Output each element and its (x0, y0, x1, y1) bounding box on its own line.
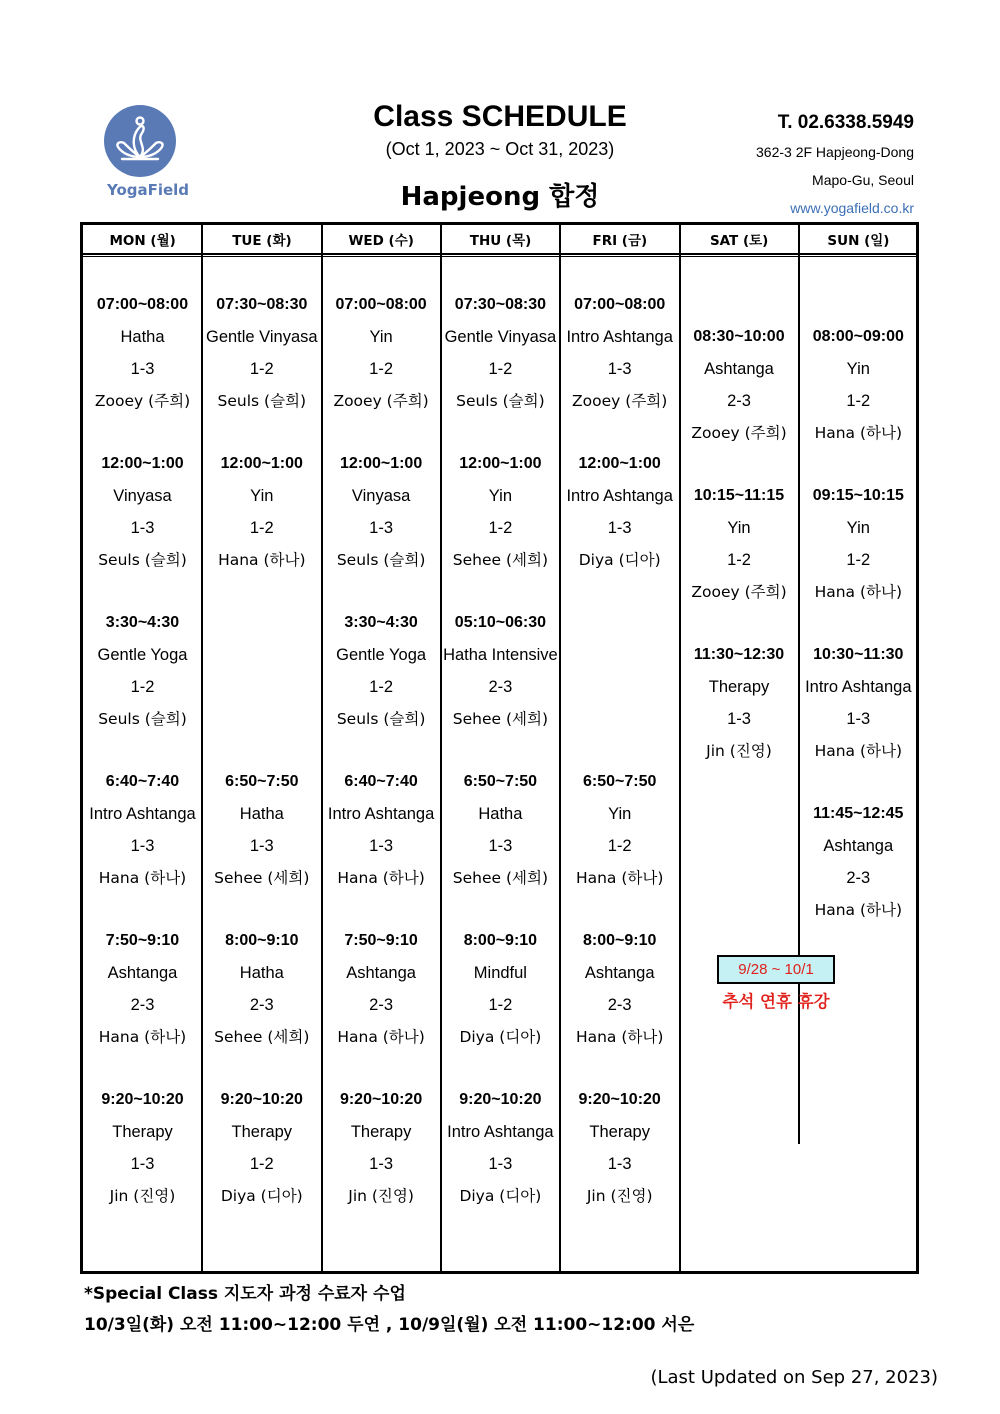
class-time: 11:45~12:45 (813, 805, 904, 822)
class-level: 1-3 (369, 837, 394, 855)
class-instructor: Seuls (슬희) (98, 551, 187, 569)
class-instructor: Sehee (세희) (452, 710, 549, 728)
class-class: Hatha (239, 805, 284, 823)
class-class: Yin (488, 487, 513, 505)
class-slot (799, 639, 918, 767)
class-instructor: Hana (하나) (814, 901, 903, 919)
class-time: 8:00~9:10 (463, 932, 538, 949)
class-level: 1-2 (846, 392, 871, 410)
class-instructor: Diya (디아) (459, 1028, 542, 1046)
class-instructor: Sehee (세희) (452, 551, 549, 569)
class-slot (441, 289, 560, 417)
class-class: Yin (250, 487, 274, 505)
class-instructor: Hana (하나) (575, 1028, 664, 1046)
class-time: 3:30~4:30 (105, 614, 180, 631)
class-slot (83, 766, 202, 894)
class-time: 8:00~9:10 (582, 932, 657, 949)
class-level: 1-3 (607, 360, 632, 378)
class-level: 1-2 (607, 837, 632, 855)
class-time: 9:20~10:20 (101, 1091, 184, 1108)
class-class: Intro Ashtanga (447, 1123, 554, 1141)
class-level: 2-3 (369, 996, 394, 1014)
class-slot (560, 448, 679, 576)
header-divider-inner (83, 256, 916, 257)
class-level: 1-3 (130, 1155, 155, 1173)
class-class: Therapy (589, 1123, 650, 1141)
class-time: 07:00~08:00 (335, 296, 427, 313)
class-class: Intro Ashtanga (566, 487, 673, 505)
class-level: 2-3 (846, 869, 871, 887)
class-level: 1-2 (249, 360, 274, 378)
class-slot (322, 607, 441, 735)
yogafield-logo (100, 97, 196, 209)
class-instructor: Hana (하나) (218, 551, 306, 569)
class-class: Intro Ashtanga (89, 805, 196, 823)
class-time: 6:50~7:50 (463, 773, 538, 790)
class-instructor: Hana (하나) (98, 1028, 187, 1046)
class-instructor: Jin (진영) (348, 1187, 414, 1205)
class-level: 1-3 (130, 519, 155, 537)
class-level: 1-2 (727, 551, 751, 569)
class-slot (441, 925, 560, 1053)
class-slot (322, 925, 441, 1053)
class-level: 1-2 (249, 1155, 274, 1173)
class-class: Yin (846, 360, 870, 378)
class-class: Gentle Yoga (97, 646, 188, 664)
class-class: Gentle Vinyasa (205, 328, 318, 346)
class-slot (83, 448, 202, 576)
class-level: 1-3 (607, 1155, 632, 1173)
class-class: Yin (369, 328, 393, 346)
class-level: 2-3 (249, 996, 274, 1014)
class-class: Therapy (112, 1123, 173, 1141)
class-slot (441, 607, 560, 735)
class-time: 08:30~10:00 (693, 328, 785, 345)
class-level: 1-3 (369, 1155, 394, 1173)
class-slot (799, 321, 918, 449)
class-instructor: Sehee (세희) (214, 869, 310, 887)
class-slot (322, 766, 441, 894)
class-instructor: Zooey (주희) (572, 392, 668, 410)
class-class: Hatha (478, 805, 523, 823)
class-slot (560, 289, 679, 417)
header-divider (83, 253, 916, 255)
phone-number: T. 02.6338.5949 (777, 112, 914, 133)
page-title: Class SCHEDULE (373, 100, 627, 133)
class-instructor: Sehee (세희) (214, 1028, 310, 1046)
class-time: 07:00~08:00 (574, 296, 666, 313)
class-instructor: Hana (하나) (337, 869, 425, 887)
class-time: 9:20~10:20 (459, 1091, 542, 1108)
class-slot (799, 480, 918, 608)
class-instructor: Seuls (슬희) (336, 551, 426, 569)
website-link[interactable]: www.yogafield.co.kr (790, 200, 914, 216)
last-updated: (Last Updated on Sep 27, 2023) (650, 1367, 938, 1388)
class-level: 2-3 (727, 392, 751, 410)
class-slot (441, 766, 560, 894)
class-level: 1-2 (846, 551, 871, 569)
class-time: 10:30~11:30 (813, 646, 904, 663)
class-time: 6:50~7:50 (582, 773, 657, 790)
class-class: Hatha (239, 964, 284, 982)
class-level: 2-3 (130, 996, 155, 1014)
class-slot (322, 448, 441, 576)
class-level: 1-2 (488, 360, 513, 378)
class-class: Yin (846, 519, 870, 537)
class-time: 12:00~1:00 (578, 455, 661, 472)
class-instructor: Zooey (주희) (691, 424, 787, 442)
class-slot (202, 1084, 321, 1212)
class-instructor: Hana (하나) (814, 583, 903, 601)
class-instructor: Zooey (주희) (333, 392, 429, 410)
class-time: 7:50~9:10 (344, 932, 418, 949)
class-time: 9:20~10:20 (578, 1091, 661, 1108)
class-class: Ashtanga (107, 964, 178, 982)
class-time: 05:10~06:30 (454, 614, 546, 631)
class-time: 11:30~12:30 (693, 646, 785, 663)
class-level: 1-3 (130, 837, 155, 855)
class-class: Hatha Intensive (443, 646, 558, 664)
class-level: 1-2 (488, 996, 513, 1014)
schedule-period: (Oct 1, 2023 ~ Oct 31, 2023) (385, 139, 615, 159)
day-header: MON (월) (109, 233, 176, 249)
class-instructor: Hana (하나) (814, 424, 903, 442)
class-slot (322, 289, 441, 417)
class-slot (560, 1084, 679, 1212)
day-header: SAT (토) (709, 233, 769, 249)
class-slot (680, 321, 799, 449)
class-level: 1-3 (369, 519, 394, 537)
class-class: Gentle Yoga (336, 646, 427, 664)
class-level: 1-3 (488, 1155, 513, 1173)
class-level: 1-2 (130, 678, 155, 696)
class-level: 2-3 (607, 996, 632, 1014)
class-class: Intro Ashtanga (805, 678, 912, 696)
day-header: SUN (일) (827, 233, 890, 249)
class-level: 1-2 (488, 519, 513, 537)
class-instructor: Zooey (주희) (691, 583, 787, 601)
class-time: 6:40~7:40 (344, 773, 418, 790)
class-level: 1-2 (369, 678, 394, 696)
class-instructor: Jin (진영) (586, 1187, 653, 1205)
class-class: Hatha (120, 328, 165, 346)
class-time: 9:20~10:20 (339, 1091, 423, 1108)
holiday-dates-badge: 9/28 ~ 10/1 (717, 955, 835, 984)
class-time: 07:30~08:30 (216, 296, 308, 313)
class-level: 1-3 (249, 837, 274, 855)
logo-text: YogaField (106, 181, 190, 199)
class-slot (202, 925, 321, 1053)
day-header: WED (수) (348, 233, 414, 249)
class-slot (560, 925, 679, 1053)
class-class: Yin (727, 519, 751, 537)
day-header: FRI (금) (592, 233, 648, 249)
address-line-1: 362-3 2F Hapjeong-Dong (756, 144, 914, 160)
class-instructor: Jin (진영) (706, 742, 772, 760)
class-level: 1-3 (607, 519, 632, 537)
class-time: 8:00~9:10 (225, 932, 299, 949)
class-time: 08:00~09:00 (812, 328, 904, 345)
class-level: 1-3 (727, 710, 751, 728)
class-instructor: Hana (하나) (814, 742, 903, 760)
class-class: Gentle Vinyasa (444, 328, 557, 346)
class-instructor: Diya (디아) (459, 1187, 542, 1205)
class-slot (83, 1084, 202, 1212)
day-header: THU (목) (469, 233, 532, 249)
class-time: 09:15~10:15 (812, 487, 904, 504)
special-class-note: *Special Class 지도자 과정 수료자 수업 (84, 1284, 406, 1304)
class-class: Therapy (708, 678, 770, 696)
class-class: Ashtanga (584, 964, 655, 982)
class-class: Yin (608, 805, 632, 823)
lotus-icon (100, 97, 196, 181)
class-level: 1-3 (846, 710, 871, 728)
class-time: 12:00~1:00 (220, 455, 303, 472)
class-class: Ashtanga (704, 360, 774, 378)
class-instructor: Jin (진영) (109, 1187, 176, 1205)
special-class-dates: 10/3일(화) 오전 11:00~12:00 두연 , 10/9일(월) 오전 11:00~12:00 서은 (84, 1315, 695, 1335)
class-slot (322, 1084, 441, 1212)
class-instructor: Diya (디아) (220, 1187, 303, 1205)
address-line-2: Mapo-Gu, Seoul (812, 172, 914, 188)
class-slot (83, 289, 202, 417)
class-slot (680, 480, 799, 608)
class-time: 07:30~08:30 (454, 296, 546, 313)
schedule-table (80, 222, 919, 1274)
class-class: Therapy (231, 1123, 293, 1141)
class-time: 7:50~9:10 (105, 932, 180, 949)
class-class: Mindful (473, 964, 527, 982)
class-level: 1-3 (130, 360, 155, 378)
class-class: Ashtanga (823, 837, 894, 855)
class-slot (202, 289, 321, 417)
class-time: 6:50~7:50 (225, 773, 299, 790)
class-time: 12:00~1:00 (459, 455, 542, 472)
class-instructor: Zooey (주희) (94, 392, 191, 410)
class-time: 07:00~08:00 (96, 296, 189, 313)
class-instructor: Hana (하나) (337, 1028, 425, 1046)
class-level: 1-3 (488, 837, 513, 855)
class-slot (680, 639, 799, 767)
location-name: Hapjeong 합정 (400, 182, 600, 212)
class-slot (202, 766, 321, 894)
class-slot (799, 798, 918, 926)
class-time: 12:00~1:00 (101, 455, 184, 472)
class-time: 10:15~11:15 (693, 487, 785, 504)
class-level: 1-2 (369, 360, 394, 378)
class-slot (202, 448, 321, 576)
class-slot (560, 766, 679, 894)
class-slot (441, 448, 560, 576)
class-instructor: Diya (디아) (578, 551, 661, 569)
class-time: 3:30~4:30 (344, 614, 418, 631)
class-time: 9:20~10:20 (220, 1091, 303, 1108)
class-slot (441, 1084, 560, 1212)
class-level: 2-3 (488, 678, 513, 696)
class-class: Therapy (350, 1123, 412, 1141)
class-instructor: Seuls (슬희) (336, 710, 426, 728)
holiday-notice: 추석 연휴 휴강 (722, 992, 830, 1011)
class-time: 12:00~1:00 (339, 455, 423, 472)
class-class: Vinyasa (113, 487, 172, 505)
class-class: Intro Ashtanga (566, 328, 673, 346)
class-instructor: Seuls (슬희) (98, 710, 187, 728)
class-time: 6:40~7:40 (105, 773, 180, 790)
class-instructor: Seuls (슬희) (456, 392, 545, 410)
class-instructor: Sehee (세희) (452, 869, 549, 887)
class-class: Intro Ashtanga (327, 805, 435, 823)
class-slot (83, 607, 202, 735)
class-instructor: Hana (하나) (575, 869, 664, 887)
day-header: TUE (화) (232, 233, 292, 249)
class-class: Vinyasa (351, 487, 411, 505)
class-class: Ashtanga (346, 964, 416, 982)
class-level: 1-2 (249, 519, 274, 537)
class-instructor: Hana (하나) (98, 869, 187, 887)
class-instructor: Seuls (슬희) (217, 392, 307, 410)
class-slot (83, 925, 202, 1053)
